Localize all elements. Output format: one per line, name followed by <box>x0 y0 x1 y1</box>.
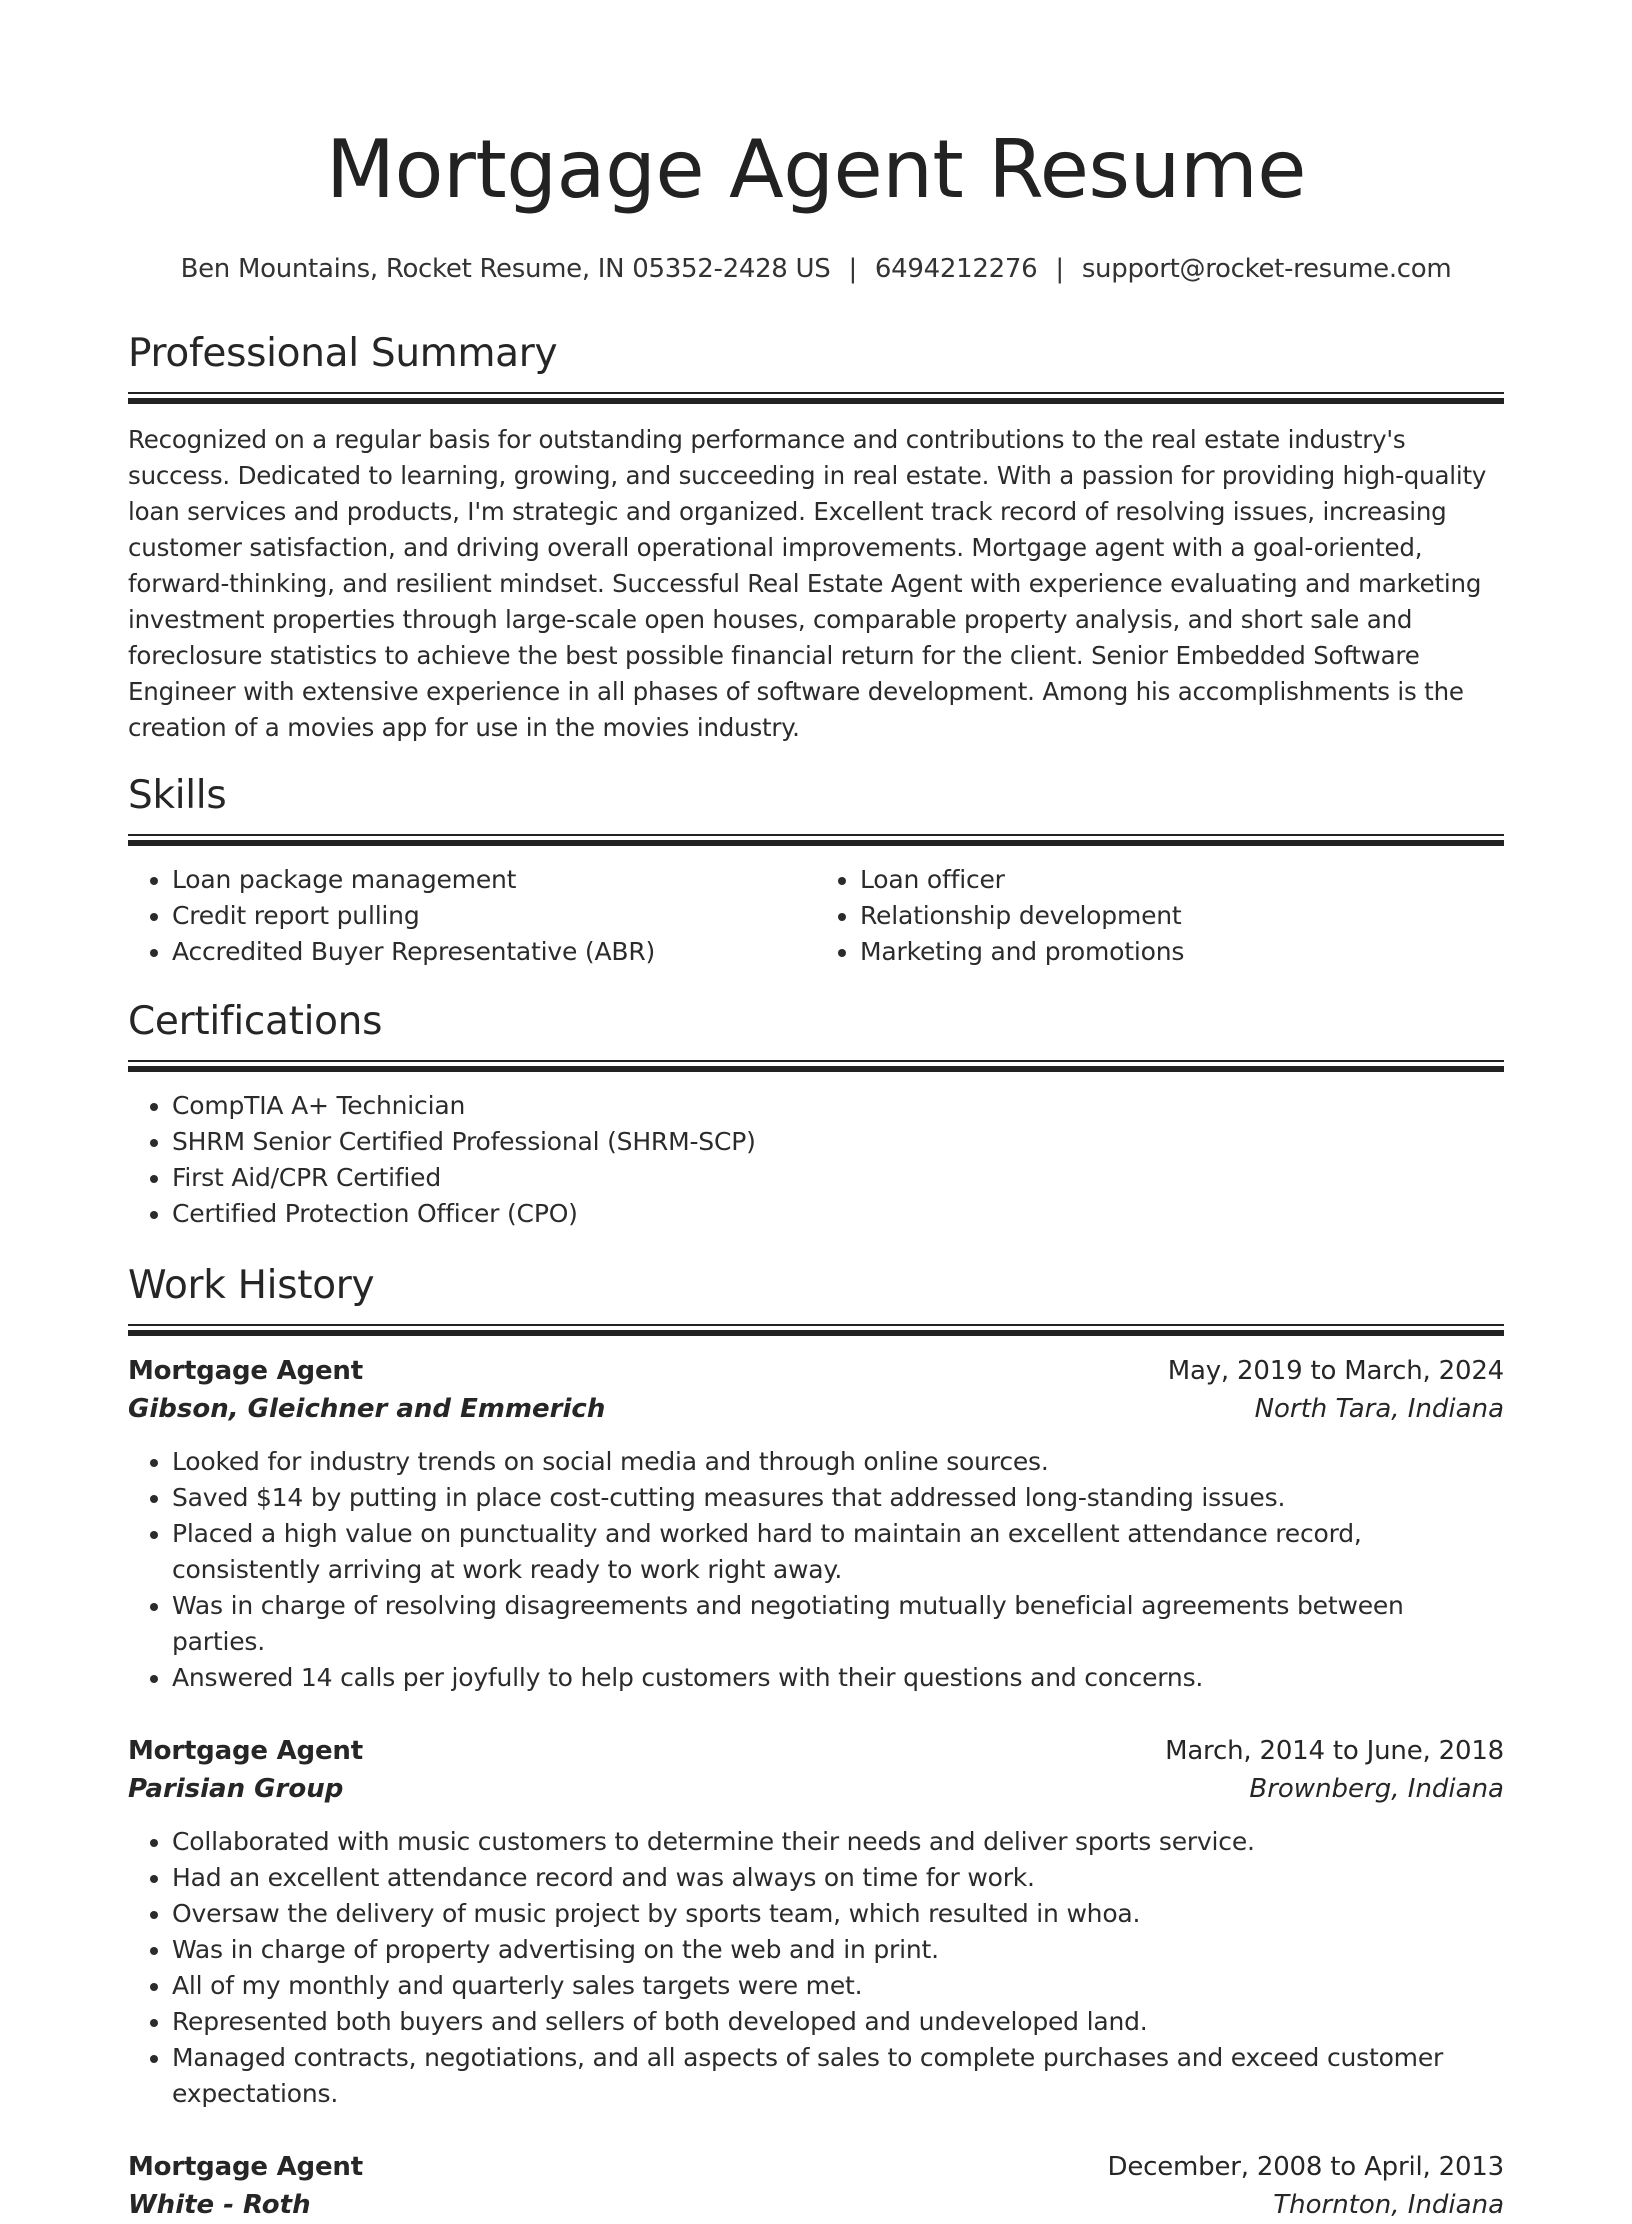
job-title: Mortgage Agent <box>128 2152 363 2182</box>
job-bullet: • Managed contracts, negotiations, and all aspects of sales to complete purchases and exceed customer expectations. <box>172 2040 1504 2112</box>
job-bullet: • Had an excellent attendance record and was always on time for work. <box>172 1860 1504 1896</box>
skill-item: • Credit report pulling <box>172 898 816 934</box>
job-dates: May, 2019 to March, 2024 <box>1167 1356 1504 1386</box>
contact-phone: 6494212276 <box>874 254 1038 284</box>
job-bullets <box>128 1824 1504 2112</box>
job-location: Brownberg, Indiana <box>1249 1774 1504 1804</box>
certification-item: • CompTIA A+ Technician <box>172 1088 1504 1124</box>
work-history-section <box>128 1262 1504 2224</box>
skill-item: • Loan officer <box>860 862 1504 898</box>
job-title: Mortgage Agent <box>128 1736 363 1766</box>
job-location: North Tara, Indiana <box>1254 1394 1504 1424</box>
job-bullet: • All of my monthly and quarterly sales targets were met. <box>172 1968 1504 2004</box>
summary-heading: Professional Summary <box>128 331 558 376</box>
section-divider-thick <box>128 1330 1504 1336</box>
job-bullet: • Oversaw the delivery of music project by sports team, which resulted in whoa. <box>172 1896 1504 1932</box>
skills-list-right <box>816 862 1504 970</box>
section-divider-thick <box>128 398 1504 404</box>
certification-item: • SHRM Senior Certified Professional (SHRM-SCP) <box>172 1124 1504 1160</box>
job-bullet: • Was in charge of property advertising on the web and in print. <box>172 1932 1504 1968</box>
work-history-heading: Work History <box>128 1263 375 1308</box>
skills-list-left <box>128 862 816 970</box>
job-header <box>128 1732 1504 1770</box>
job-header <box>128 1352 1504 1390</box>
summary-text: Recognized on a regular basis for outstanding performance and contributions to the real estate industry's success. Dedicated to learning, growing, and succeeding in real estate. With a passion for providing high-quality loan services and products, I'm strategic and organized. Excellent track record of resolving issues, increasing customer satisfaction, and driving overall operational improvements. Mortgage agent with a goal-oriented, forward-thinking, and resilient mindset. Successful Real Estate Agent with experience evaluating and marketing investment properties through large-scale open houses, comparable property analysis, and short sale and foreclosure statistics to achieve the best possible financial return for the client. Senior Embedded Software Engineer with extensive experience in all phases of software development. Among his accomplishments is the creation of a movies app for use in the movies industry. <box>128 425 1487 742</box>
job-entry <box>128 1352 1504 1696</box>
certifications-section <box>128 998 1504 1232</box>
skills-section <box>128 772 1504 970</box>
skill-item: • Accredited Buyer Representative (ABR) <box>172 934 816 970</box>
job-subheader <box>128 1390 1504 1428</box>
job-bullet: • Was in charge of resolving disagreements and negotiating mutually beneficial agreements between parties. <box>172 1588 1504 1660</box>
job-header <box>128 2148 1504 2186</box>
job-subheader <box>128 1770 1504 1808</box>
job-bullet: • Represented both buyers and sellers of both developed and undeveloped land. <box>172 2004 1504 2040</box>
skill-item: • Relationship development <box>860 898 1504 934</box>
skill-item: • Marketing and promotions <box>860 934 1504 970</box>
job-dates: March, 2014 to June, 2018 <box>1165 1736 1504 1766</box>
job-subheader <box>128 2186 1504 2224</box>
job-entry <box>128 2148 1504 2224</box>
section-divider <box>128 392 1504 394</box>
skills-grid <box>128 846 1504 970</box>
contact-separator: | <box>1055 254 1064 284</box>
certifications-list <box>128 1088 1504 1232</box>
contact-address: Ben Mountains, Rocket Resume, IN 05352-2428 US <box>180 254 831 284</box>
job-bullet: • Collaborated with music customers to determine their needs and deliver sports service. <box>172 1824 1504 1860</box>
skills-heading: Skills <box>128 773 227 818</box>
job-bullet: • Placed a high value on punctuality and worked hard to maintain an excellent attendance record, consistently arriving at work ready to work right away. <box>172 1516 1504 1588</box>
section-divider <box>128 1060 1504 1062</box>
page-title: Mortgage Agent Resume <box>326 123 1306 216</box>
contact-email[interactable]: support@rocket-resume.com <box>1081 254 1452 284</box>
job-company: White - Roth <box>128 2190 311 2220</box>
job-bullet: • Saved $14 by putting in place cost-cutting measures that addressed long-standing issues. <box>172 1480 1504 1516</box>
job-entry <box>128 1732 1504 2112</box>
summary-section <box>128 330 1504 746</box>
section-divider-thick <box>128 1066 1504 1072</box>
job-bullets <box>128 1444 1504 1696</box>
section-divider <box>128 1324 1504 1326</box>
resume-page <box>128 0 1504 2224</box>
certifications-heading: Certifications <box>128 999 383 1044</box>
skill-item: • Loan package management <box>172 862 816 898</box>
job-bullet: • Looked for industry trends on social media and through online sources. <box>172 1444 1504 1480</box>
certification-item: • First Aid/CPR Certified <box>172 1160 1504 1196</box>
job-company: Gibson, Gleichner and Emmerich <box>128 1394 606 1424</box>
job-company: Parisian Group <box>128 1774 344 1804</box>
contact-line <box>128 252 1504 286</box>
section-divider <box>128 834 1504 836</box>
job-title: Mortgage Agent <box>128 1356 363 1386</box>
contact-separator: | <box>848 254 857 284</box>
certification-item: • Certified Protection Officer (CPO) <box>172 1196 1504 1232</box>
job-location: Thornton, Indiana <box>1273 2190 1504 2220</box>
job-bullet: • Answered 14 calls per joyfully to help customers with their questions and concerns. <box>172 1660 1504 1696</box>
job-dates: December, 2008 to April, 2013 <box>1107 2152 1504 2182</box>
